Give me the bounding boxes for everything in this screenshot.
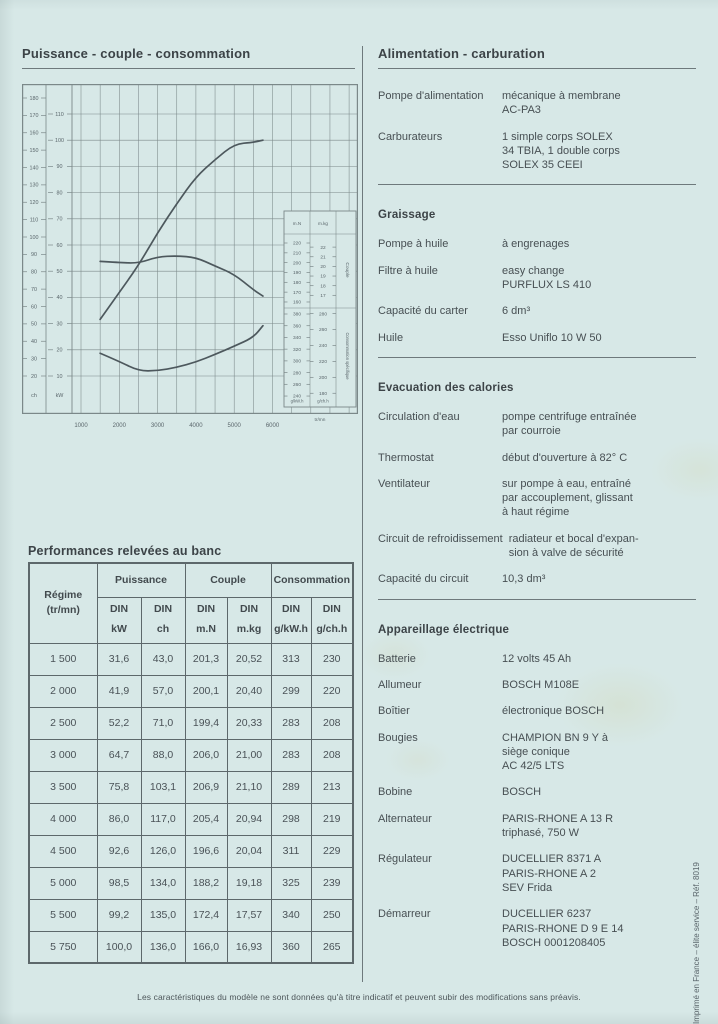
table-cell: 2 500 <box>29 707 97 739</box>
spec-value: 1 simple corps SOLEX 34 TBIA, 1 double corps SOLEX 35 CEEI <box>502 130 620 172</box>
table-cell: 200,1 <box>185 675 227 707</box>
spec-label: Pompe à huile <box>378 238 449 251</box>
table-cell: 134,0 <box>141 867 185 899</box>
table-cell: 298 <box>271 803 311 835</box>
table-cell: 17,57 <box>227 899 271 931</box>
table-cell: 265 <box>311 931 353 963</box>
svg-text:60: 60 <box>56 242 63 249</box>
svg-text:19: 19 <box>320 274 326 280</box>
spec-item <box>378 572 696 586</box>
svg-text:17: 17 <box>320 294 326 300</box>
column-divider <box>362 46 363 982</box>
svg-text:60: 60 <box>31 304 37 311</box>
spec-item <box>378 130 696 173</box>
spec-value: easy change PURFLUX LS 410 <box>502 264 592 292</box>
spec-label: Circuit de refroidissement <box>378 532 503 545</box>
engine-curves-svg <box>22 84 358 436</box>
spec-item <box>378 678 696 692</box>
svg-text:220: 220 <box>318 360 328 366</box>
table-cell: 20,40 <box>227 675 271 707</box>
svg-text:100: 100 <box>29 234 39 241</box>
table-row <box>29 771 353 803</box>
spec-value: électronique BOSCH <box>502 705 605 718</box>
spec-value: 10,3 dm³ <box>502 573 546 586</box>
spec-label: Carburateurs <box>378 130 443 143</box>
column-group-header: Couple <box>185 563 271 597</box>
svg-text:90: 90 <box>56 164 63 171</box>
column-subheader: DIN ch <box>141 597 185 643</box>
column-subheader: DIN m.kg <box>227 597 271 643</box>
spec-item <box>378 451 696 465</box>
table-cell: 16,93 <box>227 931 271 963</box>
spec-value: PARIS-RHONE A 13 R triphasé, 750 W <box>502 812 614 840</box>
column-subheader: DIN g/kW.h <box>271 597 311 643</box>
svg-text:g/ch.h: g/ch.h <box>317 398 329 404</box>
table-cell: 2 000 <box>29 675 97 707</box>
table-cell: 199,4 <box>185 707 227 739</box>
table-cell: 52,2 <box>97 707 141 739</box>
table-cell: 117,0 <box>141 803 185 835</box>
spec-label: Thermostat <box>378 451 434 464</box>
spec-item <box>378 731 696 774</box>
table-cell: 31,6 <box>97 643 141 675</box>
table-cell: 311 <box>271 835 311 867</box>
table-cell: 229 <box>311 835 353 867</box>
table-cell: 206,0 <box>185 739 227 771</box>
table-cell: 103,1 <box>141 771 185 803</box>
svg-text:100: 100 <box>55 138 64 144</box>
column-group-header: Consommation <box>271 563 353 597</box>
spec-item <box>378 852 696 895</box>
table-row <box>29 803 353 835</box>
column-subheader: DIN m.N <box>185 597 227 643</box>
table-cell: 20,33 <box>227 707 271 739</box>
svg-text:110: 110 <box>55 111 64 118</box>
spec-item <box>378 477 696 520</box>
spec-item <box>378 532 696 561</box>
svg-text:150: 150 <box>29 147 39 154</box>
svg-text:Couple: Couple <box>344 262 349 278</box>
table-cell: 299 <box>271 675 311 707</box>
svg-text:170: 170 <box>292 290 302 296</box>
spec-value: à engrenages <box>502 238 570 251</box>
table-cell: 325 <box>271 867 311 899</box>
table-cell: 239 <box>311 867 353 899</box>
svg-text:300: 300 <box>292 359 302 365</box>
svg-text:50: 50 <box>56 269 63 275</box>
spec-label: Batterie <box>378 652 416 665</box>
table-cell: 283 <box>271 739 311 771</box>
table-row <box>29 707 353 739</box>
spec-label: Démarreur <box>378 908 431 921</box>
svg-text:140: 140 <box>29 165 39 172</box>
svg-text:21: 21 <box>320 255 326 261</box>
spec-value: pompe centrifuge entraînée par courroie <box>502 410 637 438</box>
spec-label: Ventilateur <box>378 477 430 490</box>
footer-disclaimer: Les caractéristiques du modèle ne sont données qu'à titre indicatif et peuvent subir des modifications sans préavis. <box>137 992 581 1002</box>
table-cell: 205,4 <box>185 803 227 835</box>
spec-value: radiateur et bocal d'expan- sion à valve de sécurité <box>508 532 639 560</box>
table-row <box>29 675 353 707</box>
svg-text:20: 20 <box>320 265 326 271</box>
table-cell: 1 500 <box>29 643 97 675</box>
svg-text:180: 180 <box>29 95 39 102</box>
svg-text:70: 70 <box>56 216 63 223</box>
svg-text:2000: 2000 <box>112 423 126 429</box>
section-divider <box>378 184 696 185</box>
table-cell: 340 <box>271 899 311 931</box>
table-cell: 196,6 <box>185 835 227 867</box>
table-cell: 135,0 <box>141 899 185 931</box>
svg-text:30: 30 <box>56 321 63 328</box>
table-cell: 3 000 <box>29 739 97 771</box>
svg-text:320: 320 <box>292 347 302 353</box>
svg-text:240: 240 <box>292 394 302 400</box>
spec-value: DUCELLIER 8371 A PARIS-RHONE A 2 SEV Frida <box>502 853 602 894</box>
section-title: Alimentation - carburation <box>378 46 696 69</box>
spec-item <box>378 89 696 118</box>
spec-value: BOSCH M108E <box>502 678 580 691</box>
table-title: Performances relevées au banc <box>28 544 222 558</box>
svg-text:340: 340 <box>292 336 302 342</box>
table-cell: 71,0 <box>141 707 185 739</box>
spec-label: Circulation d'eau <box>378 410 460 423</box>
spec-value: BOSCH <box>502 786 542 799</box>
spec-item <box>378 264 696 293</box>
spec-label: Capacité du carter <box>378 305 468 318</box>
spec-value: 6 dm³ <box>502 305 531 318</box>
spec-value: sur pompe à eau, entraîné par accouplement, glissant à haut régime <box>502 477 633 519</box>
spec-sections <box>378 46 696 962</box>
svg-text:5000: 5000 <box>227 423 241 429</box>
svg-text:40: 40 <box>56 295 63 302</box>
table-cell: 98,5 <box>97 867 141 899</box>
table-cell: 136,0 <box>141 931 185 963</box>
column-subheader: DIN kW <box>97 597 141 643</box>
spec-label: Régulateur <box>378 853 432 866</box>
table-row <box>29 867 353 899</box>
spec-label: Allumeur <box>378 678 422 691</box>
spec-label: Filtre à huile <box>378 264 438 277</box>
svg-text:110: 110 <box>29 217 39 224</box>
svg-text:280: 280 <box>318 312 328 318</box>
svg-text:170: 170 <box>29 113 39 120</box>
spec-value: Esso Uniflo 10 W 50 <box>502 331 602 344</box>
svg-text:18: 18 <box>320 284 326 290</box>
performance-table <box>28 562 354 964</box>
spec-value: début d'ouverture à 82° C <box>502 451 628 464</box>
table-cell: 313 <box>271 643 311 675</box>
svg-text:260: 260 <box>292 383 302 389</box>
svg-text:Consommation spécifique: Consommation spécifique <box>345 332 350 380</box>
spec-item <box>378 331 696 345</box>
table-row <box>29 899 353 931</box>
svg-text:3000: 3000 <box>150 423 165 429</box>
section-title: Graissage <box>378 209 436 222</box>
spec-item <box>378 304 696 318</box>
spec-value: CHAMPION BN 9 Y à siège conique AC 42/5 LTS <box>502 731 608 773</box>
table-cell: 64,7 <box>97 739 141 771</box>
table-cell: 20,94 <box>227 803 271 835</box>
table-cell: 172,4 <box>185 899 227 931</box>
spec-label: Alternateur <box>378 812 432 825</box>
table-cell: 220 <box>311 675 353 707</box>
svg-text:ch: ch <box>31 393 37 399</box>
svg-text:280: 280 <box>292 371 302 377</box>
table-row <box>29 643 353 675</box>
table-cell: 75,8 <box>97 771 141 803</box>
spec-label: Bobine <box>378 786 413 799</box>
svg-text:130: 130 <box>29 182 39 189</box>
table-cell: 41,9 <box>97 675 141 707</box>
svg-text:80: 80 <box>31 269 37 276</box>
table-cell: 208 <box>311 707 353 739</box>
svg-text:160: 160 <box>29 130 39 137</box>
spec-label: Boîtier <box>378 705 410 718</box>
svg-text:210: 210 <box>292 251 302 257</box>
table-cell: 5 000 <box>29 867 97 899</box>
svg-text:10: 10 <box>56 373 63 380</box>
table-cell: 201,3 <box>185 643 227 675</box>
table-cell: 208 <box>311 739 353 771</box>
table-cell: 88,0 <box>141 739 185 771</box>
svg-text:240: 240 <box>318 344 328 350</box>
svg-text:6000: 6000 <box>265 423 280 429</box>
svg-text:20: 20 <box>56 347 63 354</box>
print-reference-note: Imprimé en France – élite service – Réf. 8019 <box>692 862 701 1024</box>
section-divider <box>378 357 696 358</box>
chart-section-title: Puissance - couple - consommation <box>22 46 355 69</box>
table-cell: 92,6 <box>97 835 141 867</box>
svg-text:kW: kW <box>55 393 64 399</box>
svg-text:70: 70 <box>31 286 37 293</box>
svg-text:260: 260 <box>318 328 328 334</box>
spec-item <box>378 812 696 841</box>
svg-text:1000: 1000 <box>74 423 88 429</box>
table-row <box>29 739 353 771</box>
table-cell: 5 500 <box>29 899 97 931</box>
spec-label: Capacité du circuit <box>378 573 469 586</box>
table-row <box>29 835 353 867</box>
table-cell: 283 <box>271 707 311 739</box>
spec-value: mécanique à membrane AC-PA3 <box>502 90 621 117</box>
svg-text:4000: 4000 <box>189 423 203 429</box>
svg-text:tr/mn: tr/mn <box>314 418 326 423</box>
spec-value: DUCELLIER 6237 PARIS-RHONE D 9 E 14 BOSCH 0001208405 <box>502 908 624 949</box>
svg-text:220: 220 <box>292 241 302 247</box>
table-cell: 100,0 <box>97 931 141 963</box>
table-cell: 21,00 <box>227 739 271 771</box>
table-cell: 206,9 <box>185 771 227 803</box>
table-cell: 21,10 <box>227 771 271 803</box>
table-cell: 213 <box>311 771 353 803</box>
table-cell: 230 <box>311 643 353 675</box>
svg-text:120: 120 <box>29 200 39 207</box>
svg-text:22: 22 <box>320 245 326 251</box>
spec-label: Huile <box>378 331 404 344</box>
table-cell: 3 500 <box>29 771 97 803</box>
table-cell: 5 750 <box>29 931 97 963</box>
section-divider <box>378 599 696 600</box>
table-cell: 43,0 <box>141 643 185 675</box>
svg-text:190: 190 <box>292 271 302 277</box>
table-cell: 219 <box>311 803 353 835</box>
svg-text:30: 30 <box>31 356 37 363</box>
section-title: Appareillage électrique <box>378 623 510 636</box>
svg-text:m.kg: m.kg <box>318 221 328 226</box>
table-cell: 99,2 <box>97 899 141 931</box>
svg-text:40: 40 <box>31 339 37 346</box>
table-cell: 4 000 <box>29 803 97 835</box>
spec-item <box>378 237 696 251</box>
spec-item <box>378 704 696 718</box>
svg-text:200: 200 <box>318 376 328 382</box>
table-cell: 20,52 <box>227 643 271 675</box>
table-cell: 360 <box>271 931 311 963</box>
table-cell: 20,04 <box>227 835 271 867</box>
column-subheader: DIN g/ch.h <box>311 597 353 643</box>
section-title: Evacuation des calories <box>378 381 514 394</box>
svg-text:m.N: m.N <box>292 221 302 226</box>
svg-text:g/kW.h: g/kW.h <box>290 398 304 404</box>
spec-label: Bougies <box>378 731 418 744</box>
svg-text:90: 90 <box>31 252 37 259</box>
table-cell: 4 500 <box>29 835 97 867</box>
table-cell: 166,0 <box>185 931 227 963</box>
svg-text:200: 200 <box>292 261 302 267</box>
spec-item <box>378 907 696 950</box>
table-cell: 86,0 <box>97 803 141 835</box>
table-cell: 188,2 <box>185 867 227 899</box>
table-cell: 126,0 <box>141 835 185 867</box>
svg-text:80: 80 <box>56 190 63 197</box>
svg-text:180: 180 <box>318 391 328 397</box>
table-header-row <box>29 563 353 597</box>
spec-label: Pompe d'alimentation <box>378 90 484 102</box>
svg-text:160: 160 <box>292 300 302 306</box>
table-cell: 250 <box>311 899 353 931</box>
svg-text:360: 360 <box>292 324 302 330</box>
table-cell: 19,18 <box>227 867 271 899</box>
table-cell: 289 <box>271 771 311 803</box>
svg-text:50: 50 <box>31 321 37 328</box>
svg-text:380: 380 <box>292 312 302 318</box>
column-group-header: Puissance <box>97 563 185 597</box>
table-cell: 57,0 <box>141 675 185 707</box>
spec-item <box>378 652 696 666</box>
svg-text:20: 20 <box>31 373 37 380</box>
spec-value: 12 volts 45 Ah <box>502 652 572 665</box>
column-header-regime: Régime (tr/mn) <box>29 563 97 643</box>
spec-item <box>378 785 696 799</box>
svg-text:180: 180 <box>292 281 302 287</box>
engine-chart <box>22 84 358 436</box>
table-row <box>29 931 353 963</box>
spec-item <box>378 410 696 439</box>
